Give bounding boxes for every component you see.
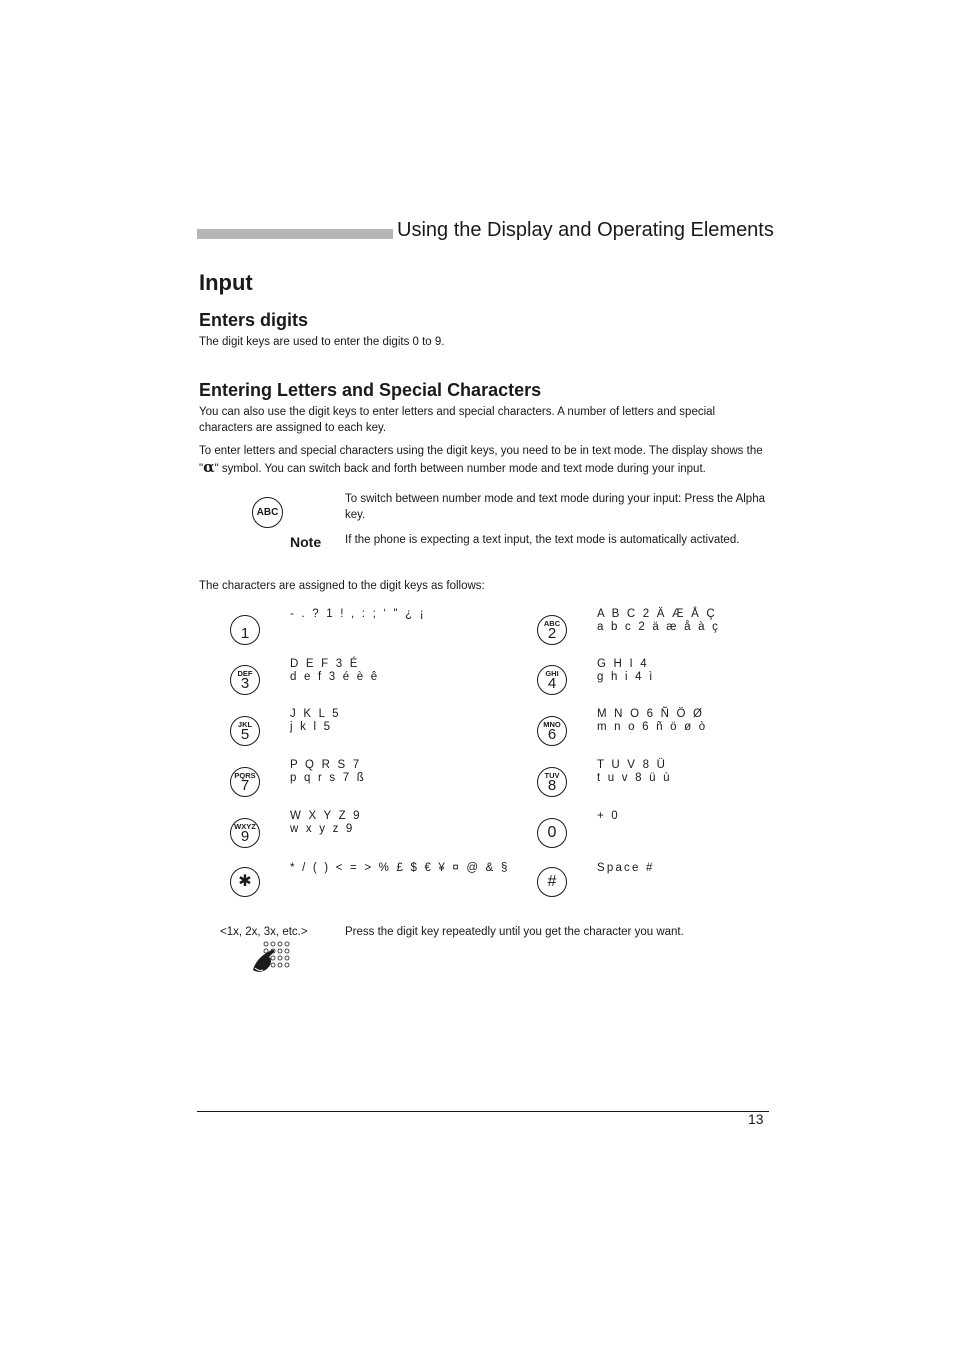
key-chars-upper: - . ? 1 ! , : ; ‘ " ¿ ¡ — [290, 608, 426, 620]
key-chars-5 — [597, 708, 707, 734]
key-chars-lower: m n o 6 ñ ö ø ò — [597, 721, 708, 733]
digits-heading: Enters digits — [199, 310, 309, 330]
repeat-text: Press the digit key repeatedly until you get the character you want. — [345, 926, 684, 938]
key-7-icon: PQRS 7 — [230, 767, 260, 797]
digits-body: The digit keys are used to enter the digits 0 to 9. — [199, 336, 445, 348]
key-chars-upper: Space # — [597, 862, 655, 874]
letters-heading: Entering Letters and Special Characters — [199, 380, 542, 400]
key-chars-upper: W X Y Z 9 — [290, 810, 362, 822]
letters-para-1: You can also use the digit keys to enter letters and special characters. A number of letters and special characters are assigned to each key. — [199, 406, 716, 434]
alpha-key-icon: ABC — [252, 497, 283, 528]
key-4-icon: GHI 4 — [537, 665, 567, 695]
key-chars-upper: D E F 3 É — [290, 658, 360, 670]
letters-para-2: To enter letters and special characters using the digit keys, you need to be in text mode. The display shows the "α" symbol. You can switch back and forth between number mode and text mode during your input. — [199, 445, 763, 476]
page-title: Input — [199, 270, 253, 295]
key-chars-lower: p q r s 7 ß — [290, 772, 366, 784]
key-3-icon: DEF 3 — [230, 665, 260, 695]
key-9-icon: WXYZ 9 — [230, 818, 260, 848]
alpha-key-text: To switch between number mode and text mode during your input: Press the Alpha key. — [345, 493, 765, 521]
key-5-icon: JKL 5 — [230, 716, 260, 746]
key-chars-upper: G H I 4 — [597, 658, 649, 670]
key-chars-lower: g h i 4 ì — [597, 671, 655, 683]
key-chars-lower: w x y z 9 — [290, 823, 355, 835]
key-chars-lower: j k l 5 — [290, 721, 333, 733]
key-chars-11 — [597, 862, 655, 875]
header-title: Using the Display and Operating Elements — [397, 219, 774, 241]
key-1-icon: 1 — [230, 615, 260, 645]
note-label: Note — [290, 534, 322, 550]
key-chars-8 — [290, 810, 362, 836]
key-chars-3 — [597, 658, 655, 684]
key-chars-upper: P Q R S 7 — [290, 759, 362, 771]
key-2-icon: ABC 2 — [537, 615, 567, 645]
note-text: If the phone is expecting a text input, the text mode is automatically activated. — [345, 534, 740, 546]
key-chars-6 — [290, 759, 366, 785]
key-chars-upper: + 0 — [597, 810, 620, 822]
key-chars-upper: T U V 8 Ü — [597, 759, 668, 771]
assign-intro: The characters are assigned to the digit keys as follows: — [199, 580, 485, 592]
key-chars-0 — [290, 608, 426, 621]
key-chars-upper: J K L 5 — [290, 708, 341, 720]
key-chars-2 — [290, 658, 379, 684]
key-chars-lower: t u v 8 ü ù — [597, 772, 672, 784]
header-bar — [197, 229, 393, 239]
key-8-icon: TUV 8 — [537, 767, 567, 797]
alpha-symbol: α — [203, 458, 215, 476]
key-0-icon: 0 — [537, 818, 567, 848]
key-chars-upper: A B C 2 Ä Æ Å Ç — [597, 608, 717, 620]
key-chars-10 — [290, 862, 510, 875]
key-chars-1 — [597, 608, 720, 634]
page-number: 13 — [748, 1111, 764, 1127]
keypad-press-icon — [251, 940, 295, 974]
key-chars-upper: * / ( ) < = > % £ $ € ¥ ¤ @ & § — [290, 862, 510, 874]
key-chars-lower: a b c 2 ä æ å à ç — [597, 621, 721, 633]
key-hash-icon: # — [537, 867, 567, 897]
key-star-icon: ✱ — [230, 867, 260, 897]
repeat-label: <1x, 2x, 3x, etc.> — [220, 926, 308, 938]
footer-rule — [197, 1111, 769, 1112]
key-chars-lower: d e f 3 é è ê — [290, 671, 380, 683]
key-chars-4 — [290, 708, 341, 734]
key-6-icon: MNO 6 — [537, 716, 567, 746]
key-chars-7 — [597, 759, 672, 785]
key-chars-9 — [597, 810, 620, 823]
key-chars-upper: M N O 6 Ñ Ö Ø — [597, 708, 705, 720]
